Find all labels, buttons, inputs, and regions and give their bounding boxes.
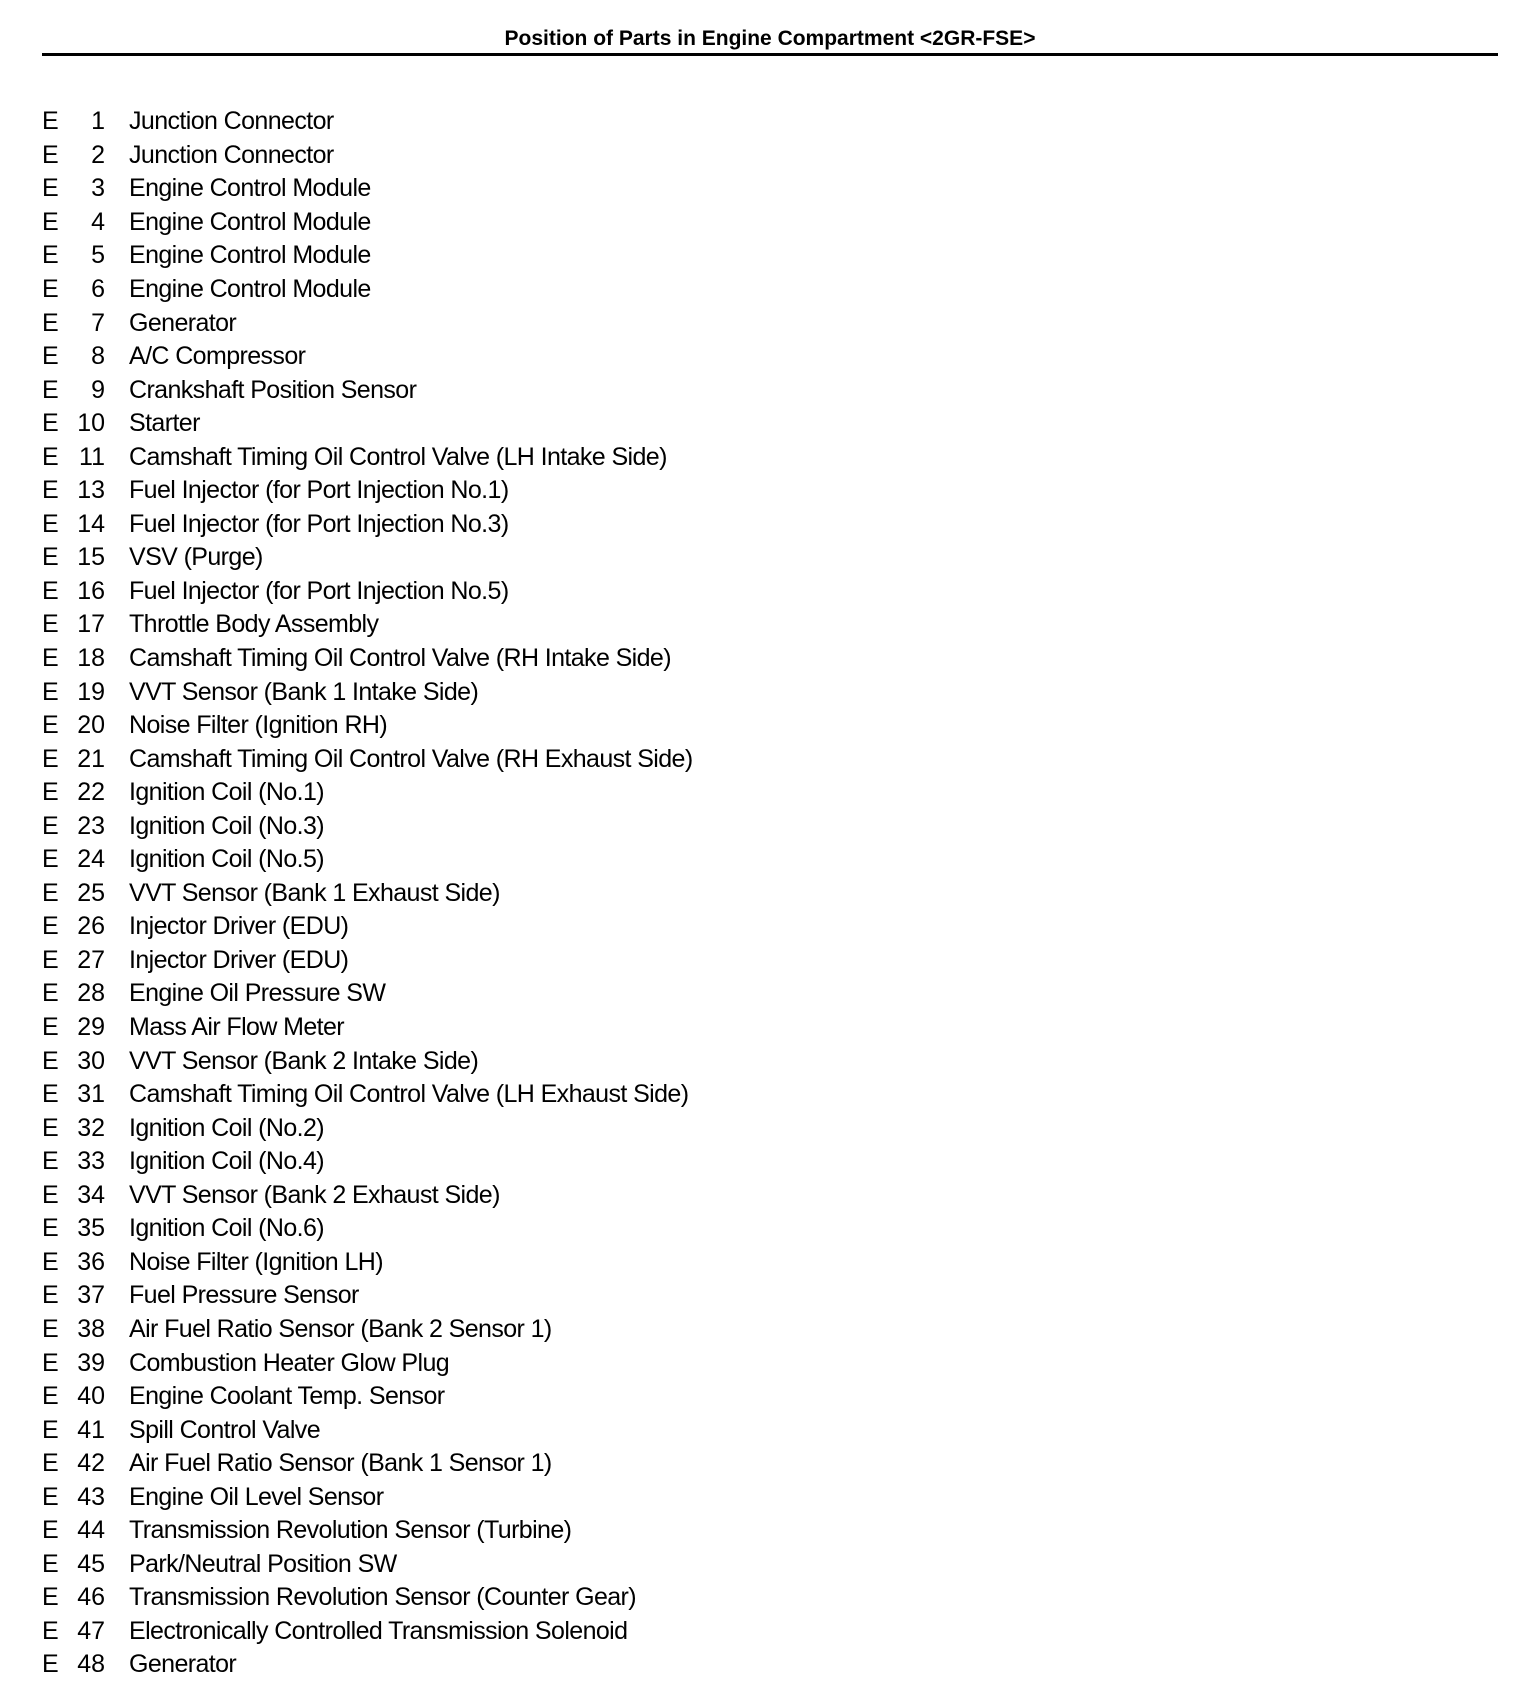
part-name: Ignition Coil (No.2) [129, 1113, 325, 1142]
page-title: Position of Parts in Engine Compartment <2GR-FSE> [504, 27, 1036, 50]
list-item [42, 1246, 1042, 1280]
part-name: Engine Coolant Temp. Sensor [129, 1382, 445, 1411]
part-name: Ignition Coil (No.6) [129, 1214, 325, 1243]
part-prefix: E [42, 1314, 59, 1343]
part-code: 46 [77, 1583, 105, 1612]
part-prefix: E [42, 409, 59, 438]
part-name: Camshaft Timing Oil Control Valve (LH Intake Side) [129, 442, 667, 471]
part-code: 19 [77, 677, 105, 706]
part-code: 45 [77, 1549, 105, 1578]
part-prefix: E [42, 677, 59, 706]
part-name: VVT Sensor (Bank 2 Exhaust Side) [129, 1180, 500, 1209]
part-prefix: E [42, 878, 59, 907]
part-name: Ignition Coil (No.4) [129, 1147, 325, 1176]
list-item [42, 139, 1042, 173]
part-prefix: E [42, 174, 59, 203]
list-item [42, 273, 1042, 307]
list-item [42, 1346, 1042, 1380]
part-prefix: E [42, 1247, 59, 1276]
part-prefix: E [42, 1113, 59, 1142]
part-name: Combustion Heater Glow Plug [129, 1348, 450, 1377]
list-item [42, 1480, 1042, 1514]
list-item [42, 1615, 1042, 1649]
part-code: 27 [77, 945, 105, 974]
part-code: 40 [77, 1382, 105, 1411]
list-item [42, 239, 1042, 273]
part-prefix: E [42, 275, 59, 303]
part-name: Fuel Injector (for Port Injection No.5) [129, 576, 509, 605]
part-prefix: E [42, 845, 59, 874]
list-item [42, 1648, 1042, 1682]
part-name: Noise Filter (Ignition LH) [129, 1247, 383, 1276]
part-code: 3 [91, 174, 105, 203]
list-item [42, 910, 1042, 944]
part-code: 31 [77, 1080, 105, 1109]
part-code: 37 [77, 1281, 105, 1310]
list-item [42, 340, 1042, 374]
part-prefix: E [42, 979, 59, 1008]
part-prefix: E [42, 778, 59, 807]
part-code: 39 [77, 1348, 105, 1377]
part-code: 18 [77, 644, 105, 673]
part-code: 15 [77, 543, 105, 572]
part-code: 6 [91, 275, 105, 303]
list-item [42, 944, 1042, 978]
part-prefix: E [42, 1549, 59, 1578]
part-prefix: E [42, 744, 59, 773]
list-item [42, 1111, 1042, 1145]
part-name: Engine Oil Pressure SW [129, 979, 386, 1008]
part-code: 16 [77, 576, 105, 605]
list-item [42, 776, 1042, 810]
part-code: 7 [91, 308, 105, 337]
part-prefix: E [42, 912, 59, 941]
part-name: Fuel Injector (for Port Injection No.3) [129, 509, 509, 538]
list-item [42, 474, 1042, 508]
list-item [42, 1044, 1042, 1078]
part-code: 20 [77, 711, 105, 740]
part-code: 21 [77, 744, 105, 773]
part-prefix: E [42, 1080, 59, 1109]
part-name: A/C Compressor [129, 342, 306, 371]
part-code: 41 [77, 1415, 105, 1444]
list-item [42, 105, 1042, 139]
part-prefix: E [42, 811, 59, 840]
part-prefix: E [42, 644, 59, 673]
part-name: VVT Sensor (Bank 1 Exhaust Side) [129, 878, 500, 907]
part-prefix: E [42, 1382, 59, 1411]
part-name: VVT Sensor (Bank 2 Intake Side) [129, 1046, 479, 1075]
part-prefix: E [42, 1415, 59, 1444]
list-item [42, 742, 1042, 776]
part-name: Spill Control Valve [129, 1415, 321, 1444]
list-item [42, 1581, 1042, 1615]
part-prefix: E [42, 945, 59, 974]
part-code: 28 [77, 979, 105, 1008]
part-code: 47 [77, 1616, 105, 1645]
part-code: 2 [91, 140, 105, 169]
list-item [42, 877, 1042, 911]
part-prefix: E [42, 1449, 59, 1478]
part-prefix: E [42, 1348, 59, 1377]
part-code: 36 [77, 1247, 105, 1276]
part-name: Junction Connector [129, 107, 334, 136]
list-item [42, 306, 1042, 340]
part-code: 23 [77, 811, 105, 840]
part-name: Park/Neutral Position SW [129, 1549, 397, 1578]
part-name: VVT Sensor (Bank 1 Intake Side) [129, 677, 479, 706]
part-name: VSV (Purge) [129, 543, 263, 572]
part-prefix: E [42, 241, 59, 270]
part-name: Fuel Injector (for Port Injection No.1) [129, 476, 509, 505]
part-prefix: E [42, 342, 59, 371]
part-code: 42 [77, 1449, 105, 1478]
part-name: Air Fuel Ratio Sensor (Bank 1 Sensor 1) [129, 1449, 552, 1478]
part-name: Mass Air Flow Meter [129, 1013, 345, 1042]
part-code: 22 [77, 778, 105, 807]
part-prefix: E [42, 375, 59, 404]
part-name: Transmission Revolution Sensor (Turbine) [129, 1516, 572, 1545]
part-name: Injector Driver (EDU) [129, 945, 349, 974]
list-item [42, 1313, 1042, 1347]
part-code: 25 [77, 878, 105, 907]
part-prefix: E [42, 1516, 59, 1545]
part-name: Engine Oil Level Sensor [129, 1482, 384, 1511]
list-item [42, 206, 1042, 240]
part-code: 9 [91, 375, 105, 404]
part-name: Injector Driver (EDU) [129, 912, 349, 941]
part-code: 44 [77, 1516, 105, 1545]
list-item [42, 1548, 1042, 1582]
part-prefix: E [42, 1482, 59, 1511]
part-name: Generator [129, 1650, 237, 1679]
part-name: Camshaft Timing Oil Control Valve (RH Intake Side) [129, 644, 671, 673]
part-code: 32 [77, 1113, 105, 1142]
part-name: Junction Connector [129, 140, 334, 169]
list-item [42, 1212, 1042, 1246]
part-name: Electronically Controlled Transmission Solenoid [129, 1616, 628, 1645]
part-name: Transmission Revolution Sensor (Counter Gear) [129, 1583, 637, 1612]
part-name: Engine Control Module [129, 275, 371, 303]
list-item [42, 642, 1042, 676]
part-code: 48 [77, 1650, 105, 1679]
list-item [42, 440, 1042, 474]
part-code: 5 [91, 241, 105, 270]
part-name: Starter [129, 409, 200, 438]
part-name: Noise Filter (Ignition RH) [129, 711, 388, 740]
list-item [42, 809, 1042, 843]
list-item [42, 1413, 1042, 1447]
part-code: 17 [77, 610, 105, 639]
part-code: 1 [91, 107, 105, 136]
part-name: Throttle Body Assembly [129, 610, 379, 639]
part-prefix: E [42, 442, 59, 471]
list-item [42, 1078, 1042, 1112]
part-prefix: E [42, 207, 59, 236]
part-code: 14 [77, 509, 105, 538]
part-prefix: E [42, 1650, 59, 1679]
part-name: Generator [129, 308, 237, 337]
part-name: Ignition Coil (No.5) [129, 845, 325, 874]
part-name: Fuel Pressure Sensor [129, 1281, 359, 1310]
part-prefix: E [42, 1180, 59, 1209]
list-item [42, 508, 1042, 542]
part-code: 11 [79, 442, 105, 471]
list-item [42, 541, 1042, 575]
list-item [42, 172, 1042, 206]
part-code: 34 [77, 1180, 105, 1209]
part-code: 30 [77, 1046, 105, 1075]
part-code: 38 [77, 1314, 105, 1343]
part-code: 24 [77, 845, 105, 874]
part-prefix: E [42, 1013, 59, 1042]
part-name: Air Fuel Ratio Sensor (Bank 2 Sensor 1) [129, 1314, 552, 1343]
part-prefix: E [42, 576, 59, 605]
part-prefix: E [42, 1147, 59, 1176]
part-prefix: E [42, 140, 59, 169]
part-prefix: E [42, 509, 59, 538]
list-item [42, 1380, 1042, 1414]
list-item [42, 709, 1042, 743]
part-prefix: E [42, 711, 59, 740]
list-item [42, 977, 1042, 1011]
part-prefix: E [42, 308, 59, 337]
part-code: 10 [77, 409, 105, 438]
parts-list [42, 105, 1042, 1682]
part-prefix: E [42, 1616, 59, 1645]
part-code: 43 [77, 1482, 105, 1511]
part-name: Ignition Coil (No.1) [129, 778, 325, 807]
list-item [42, 608, 1042, 642]
list-item [42, 1279, 1042, 1313]
list-item [42, 1145, 1042, 1179]
part-code: 8 [91, 342, 105, 371]
part-name: Camshaft Timing Oil Control Valve (RH Exhaust Side) [129, 744, 693, 773]
part-prefix: E [42, 1281, 59, 1310]
list-item [42, 373, 1042, 407]
part-name: Crankshaft Position Sensor [129, 375, 417, 404]
part-prefix: E [42, 476, 59, 505]
list-item [42, 675, 1042, 709]
part-name: Engine Control Module [129, 207, 371, 236]
list-item [42, 1514, 1042, 1548]
part-code: 33 [77, 1147, 105, 1176]
list-item [42, 575, 1042, 609]
list-item [42, 407, 1042, 441]
list-item [42, 1011, 1042, 1045]
part-prefix: E [42, 1046, 59, 1075]
part-code: 13 [77, 476, 105, 505]
part-name: Engine Control Module [129, 174, 371, 203]
part-code: 35 [77, 1214, 105, 1243]
list-item [42, 1447, 1042, 1481]
part-prefix: E [42, 543, 59, 572]
part-name: Ignition Coil (No.3) [129, 811, 325, 840]
part-code: 4 [91, 207, 105, 236]
part-name: Camshaft Timing Oil Control Valve (LH Exhaust Side) [129, 1080, 689, 1109]
part-prefix: E [42, 1214, 59, 1243]
list-item [42, 843, 1042, 877]
page-header [42, 0, 1498, 56]
part-code: 29 [77, 1013, 105, 1042]
part-code: 26 [77, 912, 105, 941]
part-name: Engine Control Module [129, 241, 371, 270]
part-prefix: E [42, 107, 59, 136]
part-prefix: E [42, 1583, 59, 1612]
part-prefix: E [42, 610, 59, 639]
list-item [42, 1179, 1042, 1213]
